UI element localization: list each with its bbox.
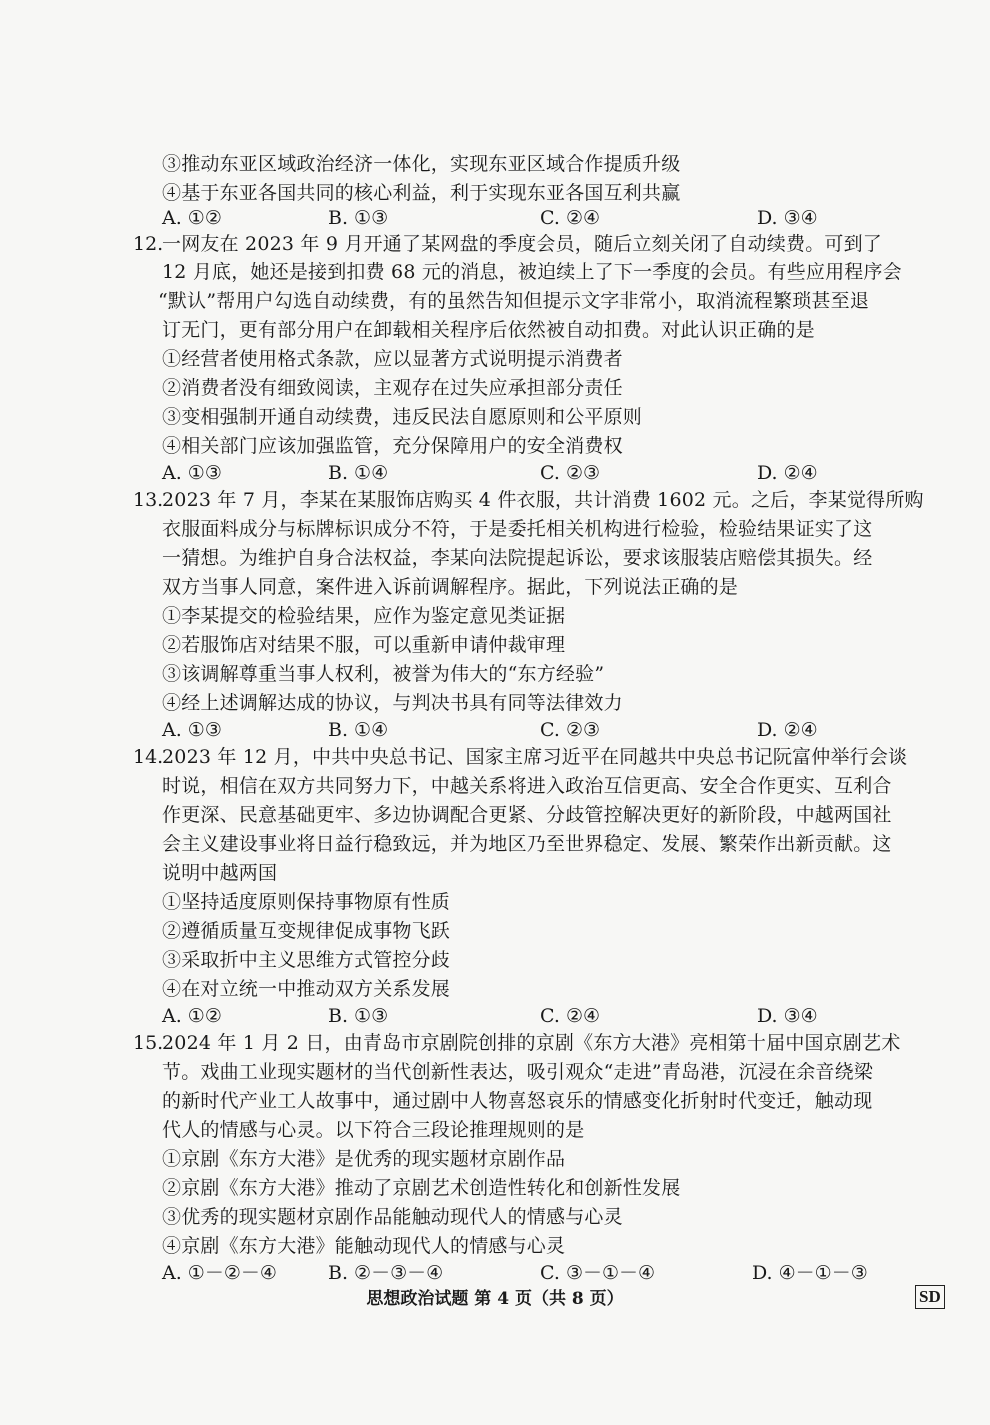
- region-badge: SD: [915, 1285, 945, 1309]
- q15-number: 15.: [133, 1032, 164, 1054]
- q14-item-3: ③采取折中主义思维方式管控分歧: [162, 949, 451, 971]
- q13-stem-line: 双方当事人同意，案件进入诉前调解程序。据此，下列说法正确的是: [162, 576, 739, 598]
- q15-item-4: ④京剧《东方大港》能触动现代人的情感与心灵: [162, 1235, 566, 1257]
- q12-item-4: ④相关部门应该加强监管，充分保障用户的安全消费权: [162, 435, 623, 457]
- q15-stem-line: 节。戏曲工业现实题材的当代创新性表达，吸引观众“走进”青岛港，沉浸在余音绕梁: [162, 1061, 874, 1083]
- q15-stem-line: 代人的情感与心灵。以下符合三段论推理规则的是: [162, 1119, 585, 1141]
- q11-item-4: ④基于东亚各国共同的核心利益，利于实现东亚各国互利共赢: [162, 182, 681, 204]
- q13-number: 13.: [133, 489, 164, 511]
- q11-option-b: B. ①③: [328, 207, 389, 229]
- q15-option-b: B. ②－③－④: [328, 1262, 444, 1284]
- q12-number: 12.: [133, 233, 164, 255]
- q11-item-3: ③推动东亚区域政治经济一体化，实现东亚区域合作提质升级: [162, 153, 681, 175]
- q14-option-d: D. ③④: [757, 1005, 818, 1027]
- q15-item-1: ①京剧《东方大港》是优秀的现实题材京剧作品: [162, 1148, 566, 1170]
- q13-option-d: D. ②④: [757, 719, 818, 741]
- q14-item-4: ④在对立统一中推动双方关系发展: [162, 978, 451, 1000]
- q12-stem-line: 订无门，更有部分用户在卸载相关程序后依然被自动扣费。对此认识正确的是: [162, 319, 815, 341]
- q13-option-b: B. ①④: [328, 719, 389, 741]
- q14-stem-line: 时说，相信在双方共同努力下，中越关系将进入政治互信更高、安全合作更实、互利合: [162, 775, 892, 797]
- q13-item-1: ①李某提交的检验结果，应作为鉴定意见类证据: [162, 605, 566, 627]
- q12-item-3: ③变相强制开通自动续费，违反民法自愿原则和公平原则: [162, 406, 643, 428]
- q12-item-1: ①经营者使用格式条款，应以显著方式说明提示消费者: [162, 348, 623, 370]
- q12-stem-line: “默认”帮用户勾选自动续费，有的虽然告知但提示文字非常小，取消流程繁琐甚至退: [158, 290, 870, 312]
- q13-item-4: ④经上述调解达成的协议，与判决书具有同等法律效力: [162, 692, 623, 714]
- q15-option-d: D. ④－①－③: [752, 1262, 868, 1284]
- q12-option-c: C. ②③: [540, 462, 601, 484]
- q11-option-c: C. ②④: [540, 207, 601, 229]
- q13-item-3: ③该调解尊重当事人权利，被誉为伟大的“东方经验”: [162, 663, 605, 685]
- q12-stem-line: 一网友在 2023 年 9 月开通了某网盘的季度会员，随后立刻关闭了自动续费。可到了: [162, 233, 883, 255]
- q14-stem-line: 会主义建设事业将日益行稳致远，并为地区乃至世界稳定、发展、繁荣作出新贡献。这: [162, 833, 892, 855]
- q14-option-a: A. ①②: [162, 1005, 222, 1027]
- q12-option-a: A. ①③: [162, 462, 222, 484]
- q12-option-b: B. ①④: [328, 462, 389, 484]
- q15-item-3: ③优秀的现实题材京剧作品能触动现代人的情感与心灵: [162, 1206, 623, 1228]
- q13-stem-line: 一猜想。为维护自身合法权益，李某向法院提起诉讼，要求该服装店赔偿其损失。经: [162, 547, 873, 569]
- q12-option-d: D. ②④: [757, 462, 818, 484]
- q15-option-c: C. ③－①－④: [540, 1262, 656, 1284]
- q12-stem-line: 12 月底，她还是接到扣费 68 元的消息，被迫续上了下一季度的会员。有些应用程序会: [162, 261, 902, 283]
- q13-item-2: ②若服饰店对结果不服，可以重新申请仲裁审理: [162, 634, 566, 656]
- q11-option-a: A. ①②: [162, 207, 222, 229]
- q14-number: 14.: [133, 746, 164, 768]
- q14-stem-line: 说明中越两国: [162, 862, 278, 884]
- q15-item-2: ②京剧《东方大港》推动了京剧艺术创造性转化和创新性发展: [162, 1177, 681, 1199]
- q15-stem-line: 2024 年 1 月 2 日，由青岛市京剧院创排的京剧《东方大港》亮相第十届中国京剧艺术: [162, 1032, 901, 1054]
- q12-item-2: ②消费者没有细致阅读，主观存在过失应承担部分责任: [162, 377, 623, 399]
- q14-option-c: C. ②④: [540, 1005, 601, 1027]
- q14-option-b: B. ①③: [328, 1005, 389, 1027]
- q15-stem-line: 的新时代产业工人故事中，通过剧中人物喜怒哀乐的情感变化折射时代变迁，触动现: [162, 1090, 873, 1112]
- q13-stem-line: 衣服面料成分与标牌标识成分不符，于是委托相关机构进行检验，检验结果证实了这: [162, 518, 873, 540]
- q15-option-a: A. ①－②－④: [162, 1262, 277, 1284]
- q14-stem-line: 作更深、民意基础更牢、多边协调配合更紧、分歧管控解决更好的新阶段，中越两国社: [162, 804, 892, 826]
- q13-stem-line: 2023 年 7 月，李某在某服饰店购买 4 件衣服，共计消费 1602 元。之后，李某觉得所购: [162, 489, 924, 511]
- q14-stem-line: 2023 年 12 月，中共中央总书记、国家主席习近平在同越共中央总书记阮富仲举行会谈: [162, 746, 908, 768]
- q14-item-1: ①坚持适度原则保持事物原有性质: [162, 891, 451, 913]
- q13-option-a: A. ①③: [162, 719, 222, 741]
- q14-item-2: ②遵循质量互变规律促成事物飞跃: [162, 920, 451, 942]
- page-footer: 思想政治试题 第 4 页（共 8 页）: [366, 1289, 624, 1309]
- q13-option-c: C. ②③: [540, 719, 601, 741]
- q11-option-d: D. ③④: [757, 207, 818, 229]
